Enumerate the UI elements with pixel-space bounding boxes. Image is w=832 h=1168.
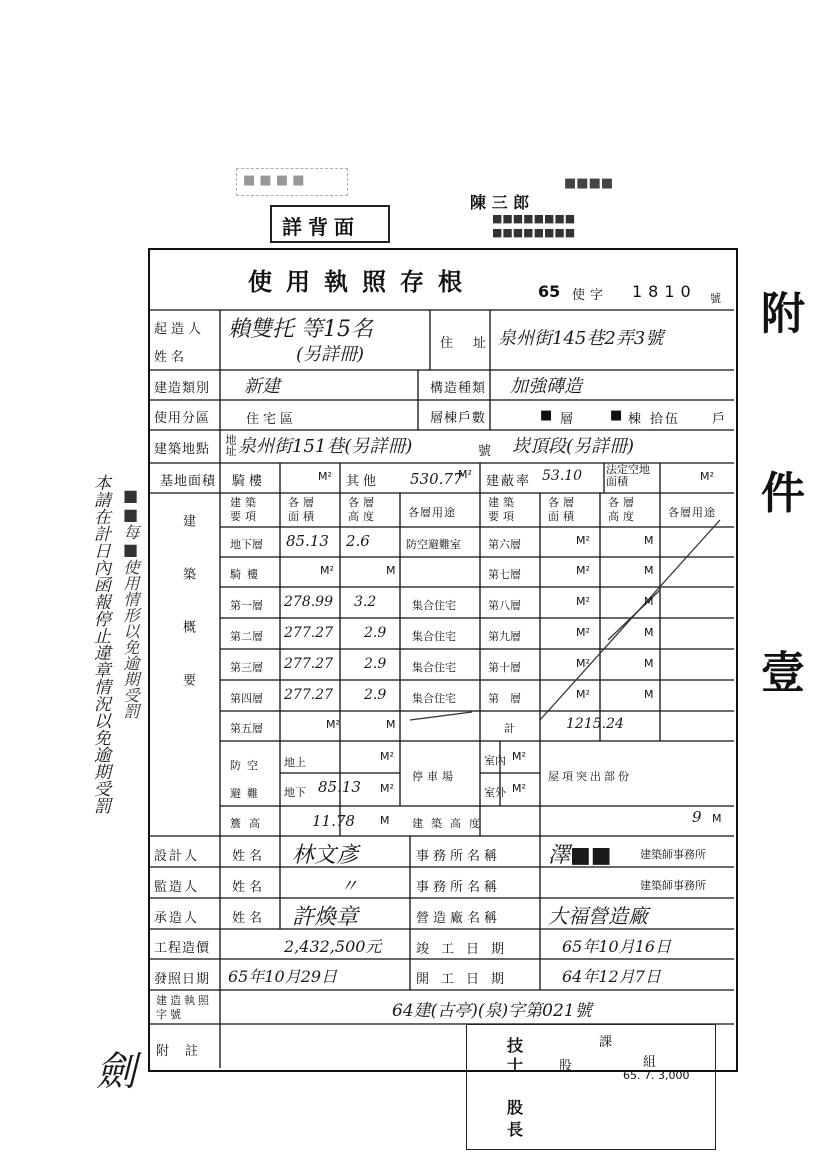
side-note-text: 本請在計日內函報停止違章情況以免逾期受罰 <box>90 474 110 814</box>
unit-other: M² <box>458 468 472 481</box>
f3-area: 277.27 <box>284 656 333 672</box>
location-value: 泉州街151巷(另詳冊) <box>238 436 413 457</box>
builder-name-note: (另詳冊) <box>296 344 365 365</box>
label-builder-b: 姓名 <box>154 350 189 365</box>
license-number: 64建(古亭)(泉)字第021號 <box>392 1001 592 1021</box>
f6-unit-height: M <box>644 534 654 547</box>
name-stamp-line-2: ■■■■■■■■ <box>492 226 576 239</box>
row-arcade: 騎樓 <box>230 568 264 581</box>
permit-year: 65 <box>538 282 561 301</box>
name-stamp-name: 陳 三 郎 <box>470 193 530 212</box>
row-f6: 第六層 <box>488 538 521 551</box>
arcade-unit-area: M² <box>320 564 334 577</box>
designer-name: 林文彥 <box>292 843 359 868</box>
row-f7: 第七層 <box>488 568 521 581</box>
roof-height-unit: M <box>712 812 722 825</box>
label-coverage: 建蔽率 <box>486 474 532 489</box>
f10-unit-height: M <box>644 657 654 670</box>
coverage-value: 53.10 <box>542 468 583 484</box>
floors-count: ■ <box>540 408 553 423</box>
f5-unit-area: M² <box>326 718 340 731</box>
row-total: 計 <box>504 722 515 735</box>
col-item-right: 建築要項 <box>488 496 518 523</box>
other-area: 530.77 <box>410 470 463 488</box>
label-arcade: 騎樓 <box>232 474 267 489</box>
col-item-left: 建築要項 <box>230 496 260 523</box>
approval-col3: 課 <box>599 1035 613 1050</box>
designer-name-label: 姓名 <box>232 849 267 864</box>
designer-arch-firm: 建築師事務所 <box>640 848 706 861</box>
label-license: 建造執照字號 <box>156 994 212 1021</box>
label-builder-a: 起造人 <box>154 322 206 337</box>
issue-date: 65年10月29日 <box>228 967 338 986</box>
f4-area: 277.27 <box>284 687 333 703</box>
f2-area: 277.27 <box>284 625 333 641</box>
label-designer: 設計人 <box>154 849 200 864</box>
label-below: 地下 <box>284 786 306 799</box>
f1-use: 集合住宅 <box>412 599 456 612</box>
row-fx: 第 層 <box>488 692 521 705</box>
row-f1: 第一層 <box>230 599 263 612</box>
f8-unit-area: M² <box>576 595 590 608</box>
f7-unit-area: M² <box>576 564 590 577</box>
floors-word: 層 <box>560 412 574 427</box>
total-area: 1215.24 <box>566 716 624 732</box>
permit-number: 1810 <box>632 282 697 301</box>
name-stamp-line-1: ■■■■■■■■ <box>492 212 576 225</box>
arcade-unit-height: M <box>386 564 396 577</box>
label-legal-open: 法定空地面積 <box>606 463 650 488</box>
side-note-left <box>86 474 114 814</box>
label-location: 建築地點 <box>154 442 211 457</box>
f4-use: 集合住宅 <box>412 692 456 705</box>
roof-height: 9 <box>692 808 702 826</box>
f9-unit-height: M <box>644 626 654 639</box>
contractor-name: 許煥章 <box>292 905 359 930</box>
label-summary: 建築概要 <box>180 514 195 726</box>
f6-unit-area: M² <box>576 534 590 547</box>
label-floors-units: 層棟戶數 <box>430 411 487 426</box>
row-f10: 第十層 <box>488 661 521 674</box>
col-area-right: 各層面積 <box>548 496 578 523</box>
approval-col1-d: 長 <box>507 1120 524 1139</box>
label-address: 住址 <box>440 336 507 351</box>
f2-use: 集合住宅 <box>412 630 456 643</box>
approval-col1-c: 股 <box>507 1098 524 1117</box>
builder-address: 泉州街145巷2弄3號 <box>498 328 664 349</box>
shelter-below: 85.13 <box>318 778 361 796</box>
approval-date: 65. 7. 3,000 <box>623 1069 690 1082</box>
col-area-left: 各層面積 <box>288 496 318 523</box>
label-zoning: 使用分區 <box>154 411 211 426</box>
unit-legal-open: M² <box>700 470 714 483</box>
basement-area: 85.13 <box>286 532 329 550</box>
supervisor-name: 〃 <box>340 876 358 897</box>
f10-unit-area: M² <box>576 657 590 670</box>
lot-value: 崁頂段(另詳冊) <box>512 436 635 457</box>
f9-unit-area: M² <box>576 626 590 639</box>
approval-stamp <box>466 1024 716 1150</box>
right-edge-text <box>746 290 810 753</box>
row-basement: 地下層 <box>230 538 263 551</box>
label-outdoor: 室外 <box>484 786 506 799</box>
bottom-left-mark: 劍 <box>96 1049 136 1095</box>
row-f5: 第五層 <box>230 722 263 735</box>
form-title: 使用執照存根 <box>248 268 476 296</box>
approval-col1-b: 士 <box>507 1056 524 1075</box>
finish-date: 65年10月16日 <box>562 937 672 956</box>
label-lot: 地址 <box>224 434 237 456</box>
side-note-text-2: ■■每■使用情形以免逾期受罰 <box>121 486 140 719</box>
supervisor-name-label: 姓名 <box>232 880 267 895</box>
label-shelter: 防空避難 <box>230 759 264 800</box>
contractor-name-label: 姓名 <box>232 911 267 926</box>
units-word: 戶 <box>712 412 726 427</box>
label-contractor: 承造人 <box>154 911 200 926</box>
col-height-left: 各層高度 <box>348 496 378 523</box>
col-use-right: 各層用途 <box>668 506 716 519</box>
f3-use: 集合住宅 <box>412 661 456 674</box>
bldg-count: ■ <box>610 408 623 423</box>
label-indoor: 室內 <box>484 754 506 767</box>
side-note-left-2 <box>118 486 142 806</box>
designer-office: 澤■■ <box>548 843 612 868</box>
approval-col2: 股 <box>559 1059 573 1074</box>
f7-unit-height: M <box>644 564 654 577</box>
fx-unit-area: M² <box>576 688 590 701</box>
f8-unit-height: M <box>644 595 654 608</box>
f5-unit-height: M <box>386 718 396 731</box>
row-f2: 第二層 <box>230 630 263 643</box>
permit-suffix: 號 <box>710 292 721 305</box>
label-start: 開工日期 <box>416 972 517 987</box>
row-f4: 第四層 <box>230 692 263 705</box>
supervisor-office-label: 事務所名稱 <box>416 880 502 895</box>
label-structure: 構造種類 <box>430 381 487 396</box>
f2-height: 2.9 <box>364 625 387 641</box>
label-other: 其他 <box>346 474 381 489</box>
permit-word: 字 <box>590 288 604 303</box>
label-roof: 屋項突出部份 <box>548 770 632 783</box>
label-supervisor: 監造人 <box>154 880 200 895</box>
row-f9: 第九層 <box>488 630 521 643</box>
label-cost: 工程造價 <box>154 941 211 956</box>
label-parking: 停車場 <box>412 770 457 783</box>
basement-height: 2.6 <box>346 532 370 550</box>
fx-unit-height: M <box>644 688 654 701</box>
approval-col1-a: 技 <box>507 1036 524 1055</box>
detail-back-text: 詳背面 <box>282 215 360 239</box>
supervisor-arch-firm: 建築師事務所 <box>640 879 706 892</box>
basement-use: 防空避難室 <box>406 538 461 551</box>
name-stamp-right: ■■■■ <box>564 176 614 191</box>
zoning-value: 住宅區 <box>246 412 298 427</box>
above-unit: M² <box>380 750 394 763</box>
col-use-left: 各層用途 <box>408 506 456 519</box>
label-above: 地上 <box>284 756 306 769</box>
contractor-company: 大福營造廠 <box>548 904 648 928</box>
below-unit: M² <box>380 782 394 795</box>
approval-col4: 組 <box>643 1055 657 1070</box>
units-count: 拾伍 <box>650 412 681 427</box>
f3-height: 2.9 <box>364 656 387 672</box>
structure-type: 加強磚造 <box>510 376 582 397</box>
label-lot-no: 號 <box>478 444 492 459</box>
label-eave: 簷高 <box>230 817 268 830</box>
col-height-right: 各層高度 <box>608 496 638 523</box>
label-issue: 發照日期 <box>154 972 211 987</box>
f1-area: 278.99 <box>284 594 333 610</box>
row-f3: 第三層 <box>230 661 263 674</box>
f4-height: 2.9 <box>364 687 387 703</box>
builder-name: 賴雙托 等15名 <box>228 317 373 342</box>
indoor-unit: M² <box>512 750 526 763</box>
label-build-category: 建造類別 <box>154 381 211 396</box>
label-bldg-height: 建築高度 <box>412 817 488 830</box>
start-date: 64年12月7日 <box>562 967 661 986</box>
right-edge-label: 附 件 壹 <box>753 290 804 753</box>
bldg-word: 棟 <box>628 412 642 427</box>
outdoor-unit: M² <box>512 782 526 795</box>
label-remarks: 附註 <box>156 1044 215 1059</box>
eave-unit: M <box>380 814 390 827</box>
designer-office-label: 事務所名稱 <box>416 849 502 864</box>
build-category: 新建 <box>244 376 280 397</box>
contractor-company-label: 營造廠名稱 <box>416 911 502 926</box>
unit-arcade: M² <box>318 470 332 483</box>
label-finish: 竣工日期 <box>416 942 517 957</box>
f1-height: 3.2 <box>354 594 377 610</box>
cost-value: 2,432,500元 <box>284 937 382 956</box>
eave-value: 11.78 <box>312 812 355 830</box>
permit-prefix: 使 <box>572 288 586 303</box>
label-site-area: 基地面積 <box>160 474 217 489</box>
faint-stamp-text: ■ ■ ■ ■ <box>243 173 305 188</box>
row-f8: 第八層 <box>488 599 521 612</box>
